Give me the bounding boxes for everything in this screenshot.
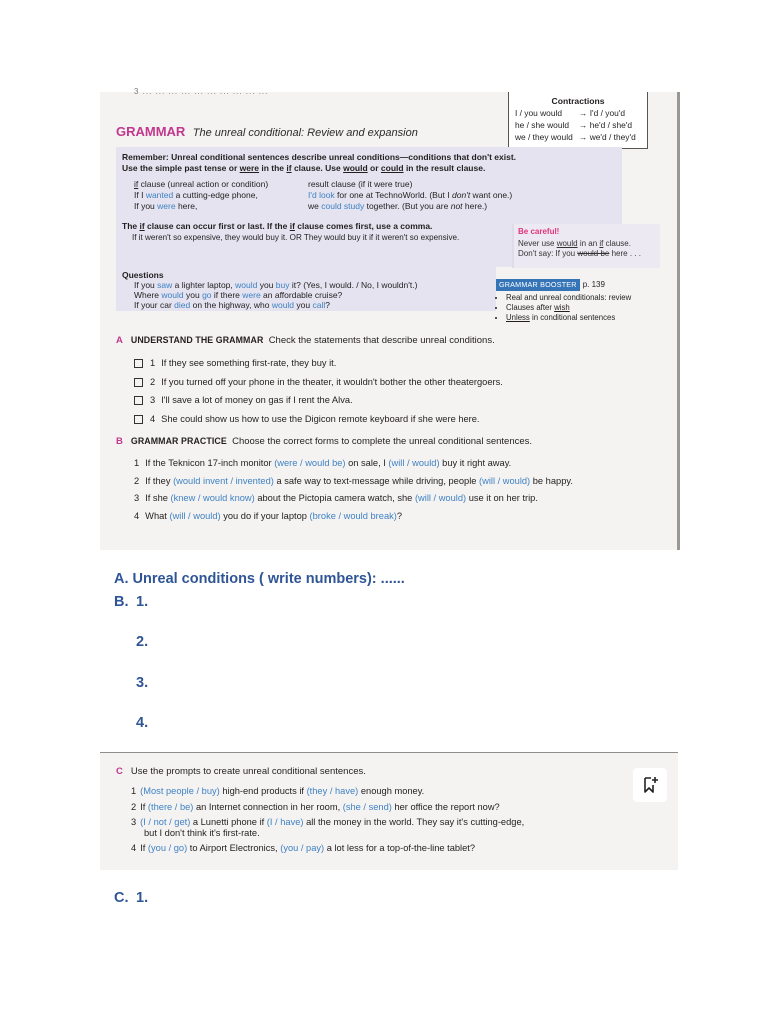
bookmark-add-icon[interactable] [633, 768, 667, 802]
col-head-result-clause: result clause (if it were true) [308, 179, 413, 189]
checklist-item: 3 I'll save a lot of money on gas if I rent the Alva. [134, 391, 503, 410]
section-instruction: Check the statements that describe unreal conditions. [268, 335, 495, 346]
contraction-right: → we'd / they'd [579, 132, 636, 142]
grammar-booster-list [496, 293, 666, 323]
scan-edge [100, 752, 678, 753]
section-title: GRAMMAR PRACTICE [130, 436, 227, 446]
answer-c-item-1[interactable]: 1. [136, 890, 149, 906]
section-instruction: Use the prompts to create unreal conditional sentences. [130, 766, 366, 777]
practice-item: 3 If she (knew / would know) about the Pictopia camera watch, she (will / would) use it on her trip. [134, 493, 538, 504]
grammar-booster-tag: GRAMMAR BOOSTER [496, 279, 580, 291]
answer-b-item-4[interactable]: 4. [136, 715, 149, 731]
prompt-item: 4 If (you / go) to Airport Electronics, (you / pay) a lot less for a top-of-the-line tablet? [131, 843, 476, 854]
checklist-item: 4 She could show us how to use the Digicon remote keyboard if she were here. [134, 410, 503, 429]
remember-line-2: Use the simple past tense or were in the if clause. Use would or could in the result clause. [122, 163, 486, 173]
grammar-booster-item: • Real and unreal conditionals: review [506, 293, 666, 303]
practice-item: 2 If they (would invent / invented) a safe way to text-message while driving, people (will / would) be happy. [134, 475, 573, 486]
example-1-if: If I wanted a cutting-edge phone, [134, 190, 258, 200]
textbook-scan-top [100, 87, 680, 550]
practice-item: 1 If the Teknicon 17-inch monitor (were / would be) on sale, I (will / would) buy it right away. [134, 458, 512, 468]
textbook-scan-bottom [100, 752, 678, 870]
question-2: Where would you go if there were an affordable cruise? [134, 290, 343, 300]
section-a-heading [116, 335, 495, 346]
be-careful-line-2: Don't say: If you would be here . . . [518, 249, 641, 258]
practice-item: 4 What (will / would) you do if your laptop (broke / would break)? [134, 511, 403, 522]
section-letter: A [116, 335, 123, 346]
comma-rule: The if clause can occur first or last. If the if clause comes first, use a comma. [122, 221, 433, 231]
checkbox[interactable] [134, 378, 143, 387]
prompt-item-continuation: but I don't think it's first-rate. [144, 827, 260, 838]
questions-heading: Questions [122, 270, 164, 280]
checklist-item: 1 If they see something first-rate, they buy it. [134, 354, 503, 373]
answer-b-item-1[interactable]: 1. [136, 594, 149, 610]
cut-off-line: 3 ... ... ... ... ... ... ... ... ... ... [134, 87, 269, 96]
be-careful-line-1: Never use would in an if clause. [518, 238, 631, 248]
question-3: If your car died on the highway, who would you call? [134, 300, 330, 310]
grammar-booster-page: p. 139 [582, 280, 605, 289]
section-b-heading [116, 436, 532, 447]
section-b-list [134, 455, 573, 526]
contraction-left: he / she would [515, 120, 570, 130]
answer-a-line[interactable]: A. Unreal conditions ( write numbers): ...... [114, 571, 405, 587]
section-letter: C [116, 766, 123, 777]
comma-example: If it weren't so expensive, they would buy it. OR They would buy it if it weren't so expensive. [132, 233, 460, 242]
grammar-heading [116, 123, 418, 141]
grammar-booster-item: • Clauses after wish [506, 303, 666, 313]
be-careful-heading: Be careful! [518, 227, 560, 236]
contraction-left: I / you would [515, 108, 563, 118]
contractions-title: Contractions [551, 96, 605, 106]
contraction-row [509, 119, 647, 131]
col-head-if-clause: if clause (unreal action or condition) [134, 179, 269, 189]
questions-box [116, 267, 496, 311]
contractions-box [508, 92, 648, 149]
prompt-item: 3 (I / not / get) a Lunetti phone if (I / have) all the money in the world. They say it's cutting-edge, [131, 817, 525, 828]
section-a-checklist [134, 354, 503, 429]
checkbox[interactable] [134, 415, 143, 424]
answer-b-item-2[interactable]: 2. [136, 634, 149, 650]
checkbox[interactable] [134, 396, 143, 405]
prompt-item: 2 If (there / be) an Internet connection in her room, (she / send) her office the report now? [131, 801, 500, 812]
contraction-left: we / they would [515, 132, 573, 142]
section-instruction: Choose the correct forms to complete the unreal conditional sentences. [232, 436, 533, 447]
contraction-right: → I'd / you'd [579, 108, 626, 118]
contraction-row [509, 131, 647, 143]
grammar-title: The unreal conditional: Review and expansion [192, 127, 418, 139]
contraction-row [509, 107, 647, 119]
remember-line-1: Remember: Unreal conditional sentences describe unreal conditions—conditions that don't exist. [122, 152, 517, 162]
contraction-right: → he'd / she'd [579, 120, 633, 130]
section-c-heading [116, 766, 366, 777]
section-letter: B [116, 436, 123, 447]
grammar-label: GRAMMAR [116, 124, 186, 139]
answer-b-label: B. [114, 594, 129, 610]
section-c-list [131, 784, 524, 857]
answer-c-label: C. [114, 890, 129, 906]
be-careful-box [512, 224, 660, 268]
example-2-result: we could study together. (But you are not here.) [308, 201, 488, 211]
question-1: If you saw a lighter laptop, would you buy it? (Yes, I would. / No, I wouldn't.) [134, 280, 418, 290]
answer-b-item-3[interactable]: 3. [136, 675, 149, 691]
example-2-if: If you were here, [134, 201, 198, 211]
section-title: UNDERSTAND THE GRAMMAR [130, 335, 264, 345]
example-1-result: I'd look for one at TechnoWorld. (But I don't want one.) [308, 190, 513, 200]
checkbox[interactable] [134, 359, 143, 368]
grammar-booster [496, 279, 666, 323]
grammar-booster-item: • Unless in conditional sentences [506, 313, 666, 323]
checklist-item: 2 If you turned off your phone in the theater, it wouldn't bother the other theatergoers. [134, 373, 503, 392]
prompt-item: 1 (Most people / buy) high-end products if (they / have) enough money. [131, 786, 425, 796]
